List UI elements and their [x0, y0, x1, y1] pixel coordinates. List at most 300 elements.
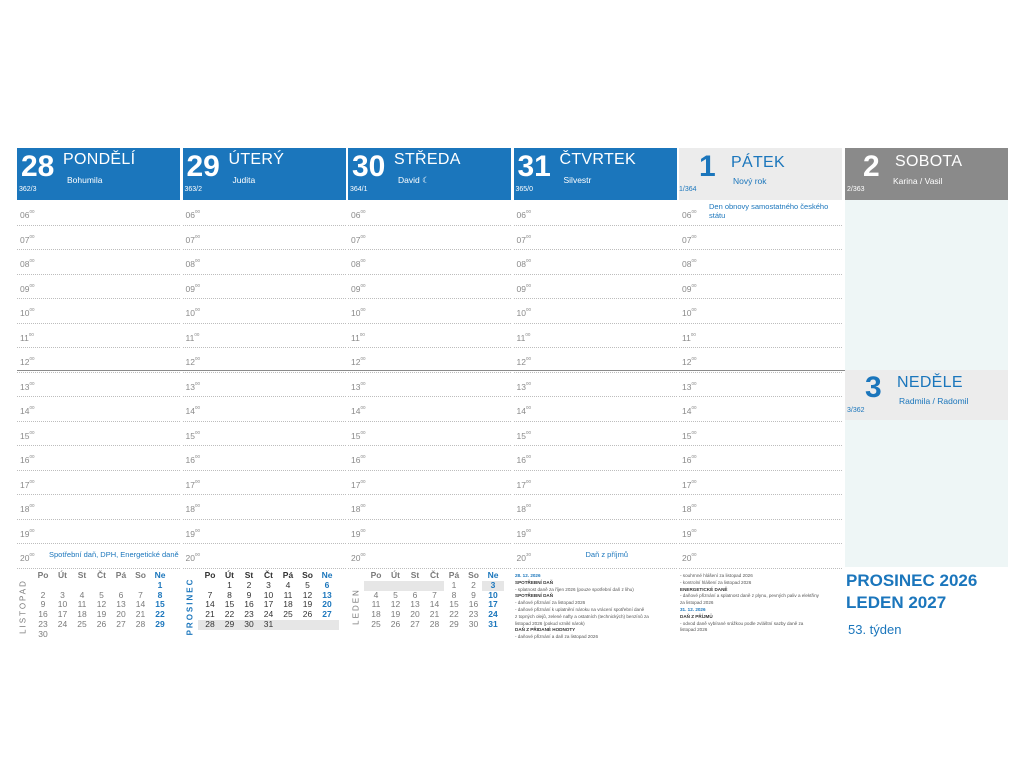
mini-day[interactable]: 28: [135, 619, 146, 629]
hour-slot[interactable]: [17, 249, 180, 275]
hour-value: 14: [185, 406, 195, 416]
hour-minutes: 00: [29, 478, 35, 484]
hour-label: [186, 504, 200, 514]
mini-day[interactable]: 10: [263, 589, 274, 600]
weekday-header: St: [244, 570, 254, 580]
hour-slot[interactable]: [183, 470, 346, 496]
mini-day[interactable]: 30: [244, 619, 254, 629]
hour-slot[interactable]: [183, 274, 346, 300]
mini-day[interactable]: 13: [322, 589, 332, 600]
hour-slot[interactable]: [348, 225, 511, 251]
mini-day[interactable]: 23: [244, 609, 254, 620]
hour-label: [682, 284, 696, 294]
mini-day[interactable]: 16: [38, 609, 48, 620]
hour-value: 08: [185, 259, 195, 269]
hour-slot[interactable]: [514, 347, 677, 373]
mini-day[interactable]: 6: [412, 589, 418, 600]
hour-label: [351, 406, 365, 416]
hour-slot[interactable]: [183, 396, 346, 422]
mini-day[interactable]: 15: [224, 599, 235, 610]
hour-label: [517, 308, 531, 318]
hour-slot[interactable]: [348, 323, 511, 349]
sunday-slot[interactable]: [845, 494, 1008, 520]
hour-slot[interactable]: [679, 225, 842, 251]
mini-day[interactable]: 3: [266, 579, 271, 590]
hour-slot[interactable]: [17, 494, 180, 520]
mini-day[interactable]: 13: [116, 599, 126, 610]
hour-value: 09: [20, 283, 30, 294]
mini-day[interactable]: 22: [224, 609, 235, 620]
weekday-header: Po: [204, 570, 216, 580]
mini-day[interactable]: 6: [324, 579, 330, 590]
hour-slot[interactable]: [679, 347, 842, 373]
weekday-header: Čt: [430, 570, 439, 580]
hour-value: 11: [351, 332, 360, 343]
mini-day[interactable]: 31: [488, 619, 498, 629]
mini-day[interactable]: 19: [96, 609, 107, 620]
hour-value: 11: [185, 332, 195, 343]
hour-slot[interactable]: [17, 225, 180, 251]
hour-label: [517, 406, 531, 416]
mini-day[interactable]: 24: [488, 609, 498, 620]
tax-line: [680, 607, 842, 614]
hour-slot[interactable]: [679, 323, 842, 349]
hour-minutes: 00: [691, 405, 697, 410]
mini-day[interactable]: 29: [224, 619, 235, 629]
mini-day[interactable]: 23: [38, 619, 48, 629]
weekday-header: Ne: [154, 570, 166, 580]
hour-slot[interactable]: [183, 519, 346, 545]
hour-slot[interactable]: [17, 445, 180, 471]
mini-day[interactable]: 5: [305, 579, 310, 590]
hour-slot[interactable]: [183, 249, 346, 275]
hour-label: [351, 431, 365, 441]
hour-label: [682, 455, 696, 465]
hour-minutes: 00: [29, 429, 35, 435]
mini-day[interactable]: 17: [488, 599, 498, 610]
hour-slot[interactable]: [348, 494, 511, 520]
mini-day[interactable]: 19: [390, 609, 401, 620]
hour-minutes: 00: [29, 258, 35, 263]
mini-day[interactable]: 17: [57, 609, 68, 620]
saturday-slot[interactable]: [845, 323, 1008, 349]
mini-day[interactable]: 28: [429, 619, 440, 629]
mini-day[interactable]: 18: [283, 599, 293, 610]
mini-day[interactable]: 10: [57, 599, 68, 610]
hour-value: 19: [682, 528, 692, 539]
saturday-slot[interactable]: [845, 347, 1008, 373]
hour-slot[interactable]: [514, 396, 677, 422]
tax-line: - kontrolní hlášení za listopad 2026: [680, 579, 752, 585]
mini-day[interactable]: 9: [246, 589, 252, 600]
mini-day[interactable]: 12: [96, 599, 107, 610]
hour-minutes: 00: [691, 258, 697, 263]
hour-slot[interactable]: [679, 543, 842, 569]
sunday-slot[interactable]: [845, 445, 1008, 471]
mini-day[interactable]: 26: [390, 619, 401, 629]
hour-slot[interactable]: [679, 494, 842, 520]
saturday-slot[interactable]: [845, 249, 1008, 275]
mini-month-label: [17, 578, 29, 644]
hour-minutes: 00: [194, 209, 200, 214]
sunday-slot[interactable]: [845, 518, 1008, 544]
tax-line: SPOTŘEBNÍ DAŇ: [515, 579, 554, 585]
hour-slot[interactable]: [17, 200, 180, 226]
hour-label: [517, 480, 531, 490]
hour-minutes: 00: [525, 282, 531, 288]
weekend-column: [845, 148, 1008, 568]
day-name: PONDĚLÍ: [63, 151, 136, 168]
hour-slot[interactable]: [17, 519, 180, 545]
hour-value: 13: [516, 381, 526, 392]
mini-day[interactable]: 8: [157, 589, 163, 600]
hour-label: [20, 529, 34, 539]
mini-day[interactable]: 19: [302, 599, 313, 610]
mini-day[interactable]: 27: [116, 619, 126, 629]
hour-slot[interactable]: [348, 470, 511, 496]
day-of-year: 362/3: [19, 186, 37, 193]
hour-label: [186, 480, 200, 490]
weekday-header: Čt: [97, 570, 106, 580]
hour-slot[interactable]: [183, 323, 346, 349]
hour-slot[interactable]: [679, 445, 842, 471]
hour-slot[interactable]: [17, 470, 180, 496]
hour-minutes: 00: [194, 282, 200, 288]
mini-day[interactable]: 28: [205, 619, 215, 629]
mini-day[interactable]: 17: [263, 599, 274, 610]
hour-value: 07: [20, 234, 30, 245]
tax-line: - splatnost daně za říjen 2026 (pouze spotřební daň z lihu): [515, 586, 634, 592]
mini-day[interactable]: 5: [393, 589, 398, 600]
hour-label: [351, 382, 365, 392]
hour-slot[interactable]: [183, 372, 346, 398]
hour-value: 08: [20, 259, 30, 269]
hour-slot[interactable]: [183, 494, 346, 520]
hour-minutes: 00: [360, 233, 366, 239]
hour-slot[interactable]: [17, 421, 180, 447]
mini-day[interactable]: 11: [371, 599, 381, 610]
hour-slot[interactable]: [348, 445, 511, 471]
mini-day[interactable]: 27: [322, 609, 332, 620]
mini-day[interactable]: 4: [373, 589, 379, 600]
mini-day[interactable]: 3: [490, 579, 496, 590]
hour-minutes: 00: [194, 356, 200, 361]
hour-minutes: 00: [360, 282, 366, 288]
mini-day[interactable]: 8: [451, 589, 457, 600]
hour-slot[interactable]: [348, 372, 511, 398]
mini-day[interactable]: 1: [451, 579, 457, 590]
hour-slot[interactable]: [17, 372, 180, 398]
mini-day[interactable]: 21: [205, 609, 215, 620]
hour-value: 20: [682, 553, 692, 563]
hour-value: 12: [516, 357, 526, 367]
hour-value: 13: [185, 381, 195, 392]
day-header: [17, 148, 180, 200]
hour-label: [517, 333, 531, 343]
hour-slot[interactable]: [514, 519, 677, 545]
hour-label: [186, 210, 200, 220]
hour-value: 13: [682, 381, 692, 392]
hour-minutes: 00: [29, 405, 35, 410]
saturday-slot[interactable]: [845, 274, 1008, 300]
mini-month-label: [350, 578, 362, 644]
mini-day[interactable]: 9: [40, 599, 46, 610]
mini-day[interactable]: 15: [449, 599, 459, 610]
saturday-slot[interactable]: [845, 225, 1008, 251]
hour-label: [20, 455, 34, 465]
mini-month-label: [184, 578, 196, 644]
hour-minutes: 00: [194, 307, 200, 312]
hour-minutes: 00: [525, 258, 531, 263]
mini-day[interactable]: 1: [227, 579, 232, 590]
hour-minutes: 00: [691, 209, 697, 214]
hour-slot[interactable]: [679, 249, 842, 275]
hour-slot[interactable]: [348, 347, 511, 373]
day-name: STŘEDA: [394, 151, 461, 168]
mini-day[interactable]: 31: [263, 619, 274, 629]
hour-slot[interactable]: [679, 421, 842, 447]
hour-label: [351, 308, 365, 318]
hour-value: 17: [185, 479, 195, 490]
hour-label: [186, 382, 200, 392]
mini-day[interactable]: 25: [371, 619, 381, 629]
nameday: Judita: [232, 175, 256, 185]
mini-day[interactable]: 7: [207, 589, 213, 600]
hour-label: [517, 210, 531, 220]
hour-value: 08: [516, 259, 526, 269]
hour-slot[interactable]: [514, 200, 677, 226]
mini-day[interactable]: 5: [99, 589, 104, 600]
mini-day[interactable]: 20: [116, 609, 126, 620]
hour-label: [186, 357, 200, 367]
day-header: [514, 148, 677, 200]
mini-day[interactable]: 29: [155, 619, 165, 629]
mini-day[interactable]: 8: [227, 589, 232, 600]
tax-line: - odvod daně vybírané srážkou podle zvláštní sazby daně za: [680, 620, 804, 626]
hour-slot[interactable]: [348, 519, 511, 545]
day-header-sunday: [845, 370, 1008, 420]
hour-value: 18: [516, 504, 526, 514]
hour-slot[interactable]: [183, 225, 346, 251]
hour-minutes: 00: [525, 209, 531, 214]
hour-label: [20, 382, 34, 392]
hour-value: 18: [20, 504, 30, 514]
mini-day[interactable]: 20: [322, 599, 332, 610]
hour-value: 13: [20, 381, 30, 392]
hour-value: 09: [516, 283, 526, 294]
mini-day[interactable]: 14: [135, 599, 146, 610]
day-of-year: 1/364: [679, 186, 697, 193]
mini-day[interactable]: 4: [79, 589, 85, 600]
hour-slot[interactable]: [348, 298, 511, 324]
hour-slot[interactable]: [17, 396, 180, 422]
hour-value: 15: [20, 430, 30, 441]
hour-slot[interactable]: [183, 445, 346, 471]
hour-slot[interactable]: [514, 249, 677, 275]
hour-minutes: 00: [360, 429, 366, 435]
hour-slot[interactable]: [514, 421, 677, 447]
day-name: ČTVRTEK: [559, 151, 636, 168]
sunday-slot[interactable]: [845, 469, 1008, 495]
hour-label: [682, 504, 696, 514]
tax-line: [515, 573, 677, 580]
hour-slot[interactable]: [679, 298, 842, 324]
hour-label: [682, 357, 696, 367]
hour-minutes: 00: [525, 478, 531, 484]
mini-day[interactable]: 23: [468, 609, 479, 620]
mini-day[interactable]: 15: [155, 599, 165, 610]
sunday-slot[interactable]: [845, 543, 1008, 569]
weekday-header: Pá: [115, 570, 127, 580]
hour-label: [20, 284, 34, 294]
hour-value: 19: [516, 528, 526, 539]
hour-minutes: 00: [194, 454, 200, 459]
mini-day[interactable]: 26: [302, 609, 313, 620]
day-header: [679, 148, 842, 200]
mini-day[interactable]: 11: [77, 599, 87, 610]
mini-day[interactable]: 10: [488, 589, 498, 600]
hour-slot[interactable]: [679, 396, 842, 422]
hour-minutes: 00: [360, 527, 366, 533]
tax-line: - daňové přiznání k uplatnění nároku na vrácení spotřební daně: [515, 606, 645, 612]
mini-day[interactable]: 30: [468, 619, 479, 629]
hour-slot[interactable]: [679, 372, 842, 398]
hour-slot[interactable]: [348, 396, 511, 422]
hour-minutes: 00: [360, 454, 366, 459]
hour-slot[interactable]: [514, 323, 677, 349]
mini-day[interactable]: 24: [57, 619, 68, 629]
nameday: Karina / Vasil: [893, 176, 943, 186]
mini-day[interactable]: 11: [283, 589, 293, 600]
hour-label: [20, 504, 34, 514]
hour-slot[interactable]: [348, 200, 511, 226]
hour-value: 13: [351, 381, 361, 392]
hour-minutes: 00: [29, 527, 35, 533]
mini-day[interactable]: 21: [429, 609, 440, 620]
mini-day[interactable]: 26: [96, 619, 107, 629]
hour-slot[interactable]: [348, 274, 511, 300]
week-planner: [17, 148, 1008, 568]
hour-label: [186, 284, 200, 294]
hour-slot[interactable]: [679, 274, 842, 300]
hour-minutes: 00: [360, 405, 366, 410]
hour-minutes: 00: [194, 405, 200, 410]
hour-label: [186, 308, 200, 318]
hour-slot[interactable]: [183, 298, 346, 324]
mini-day[interactable]: 9: [471, 589, 476, 600]
hour-label: [517, 284, 531, 294]
hour-slot[interactable]: [514, 494, 677, 520]
mini-day[interactable]: 7: [138, 589, 143, 600]
mini-day[interactable]: 1: [157, 579, 163, 590]
hour-slot[interactable]: [17, 347, 180, 373]
hour-slot[interactable]: [514, 445, 677, 471]
hour-label: [682, 259, 696, 269]
mini-day[interactable]: 6: [118, 589, 124, 600]
tax-line: - daňové přiznání a daň za listopad 2026: [515, 634, 599, 640]
day-number: 2: [863, 150, 880, 183]
hour-slot[interactable]: [348, 543, 511, 569]
mini-day[interactable]: 25: [77, 619, 87, 629]
hour-slot[interactable]: [183, 543, 346, 569]
hour-minutes: 00: [29, 233, 35, 239]
mini-day[interactable]: 2: [246, 579, 252, 590]
hour-slot[interactable]: [679, 519, 842, 545]
hour-label: [20, 308, 34, 318]
hour-minutes: 00: [691, 429, 697, 435]
mini-day[interactable]: 24: [263, 609, 274, 620]
hour-slot[interactable]: [183, 347, 346, 373]
hour-minutes: 00: [360, 380, 366, 386]
mini-day[interactable]: 29: [449, 619, 459, 629]
mini-day[interactable]: 7: [432, 589, 437, 600]
nameday: David ☾: [398, 175, 430, 185]
mini-day[interactable]: 3: [60, 589, 65, 600]
hour-slot[interactable]: [348, 249, 511, 275]
calendar-note: Daň z příjmů: [585, 550, 629, 559]
hour-slot[interactable]: [514, 274, 677, 300]
hour-label: [351, 553, 365, 563]
mini-day[interactable]: 18: [371, 609, 381, 620]
mini-day[interactable]: 2: [471, 579, 476, 590]
mini-day[interactable]: 30: [38, 628, 48, 639]
mini-day[interactable]: 2: [40, 589, 46, 600]
hour-label: [682, 431, 696, 441]
hour-slot[interactable]: [17, 298, 180, 324]
hour-minutes: 00: [691, 478, 697, 484]
mini-day[interactable]: 16: [468, 599, 479, 610]
hour-label: [517, 455, 531, 465]
mini-day[interactable]: 13: [410, 599, 420, 610]
mini-day[interactable]: 14: [429, 599, 440, 610]
mini-day[interactable]: 25: [283, 609, 293, 620]
mini-day[interactable]: 27: [410, 619, 420, 629]
mini-day[interactable]: 14: [205, 599, 215, 610]
hour-label: [20, 357, 34, 367]
mini-day[interactable]: 22: [449, 609, 459, 620]
saturday-slot[interactable]: [845, 200, 1008, 226]
hour-minutes: 00: [194, 527, 200, 533]
hour-value: 19: [185, 528, 195, 539]
mini-day[interactable]: 12: [302, 589, 313, 600]
hour-minutes: 00: [28, 331, 34, 337]
hour-slot[interactable]: [514, 372, 677, 398]
hour-slot[interactable]: [183, 421, 346, 447]
hour-slot[interactable]: [514, 298, 677, 324]
hour-minutes: 00: [525, 307, 531, 312]
saturday-slot[interactable]: [845, 298, 1008, 324]
hour-slot[interactable]: [183, 200, 346, 226]
mini-day[interactable]: 21: [135, 609, 146, 620]
mini-day[interactable]: 12: [390, 599, 401, 610]
hour-slot[interactable]: [679, 470, 842, 496]
hour-slot[interactable]: [514, 225, 677, 251]
hour-slot[interactable]: [514, 470, 677, 496]
mini-day[interactable]: 4: [285, 579, 291, 590]
mini-day[interactable]: 16: [244, 599, 254, 610]
month-name: LISTOPAD: [18, 579, 28, 634]
mini-day[interactable]: 22: [155, 609, 165, 620]
hour-slot[interactable]: [348, 421, 511, 447]
hour-minutes: 00: [360, 503, 366, 508]
hour-slot[interactable]: [17, 274, 180, 300]
hour-slot[interactable]: [17, 323, 180, 349]
sunday-slot[interactable]: [845, 420, 1008, 446]
hour-label: [682, 382, 696, 392]
mini-day[interactable]: 18: [77, 609, 87, 620]
hour-minutes: 00: [194, 503, 200, 508]
mini-day[interactable]: 20: [410, 609, 420, 620]
